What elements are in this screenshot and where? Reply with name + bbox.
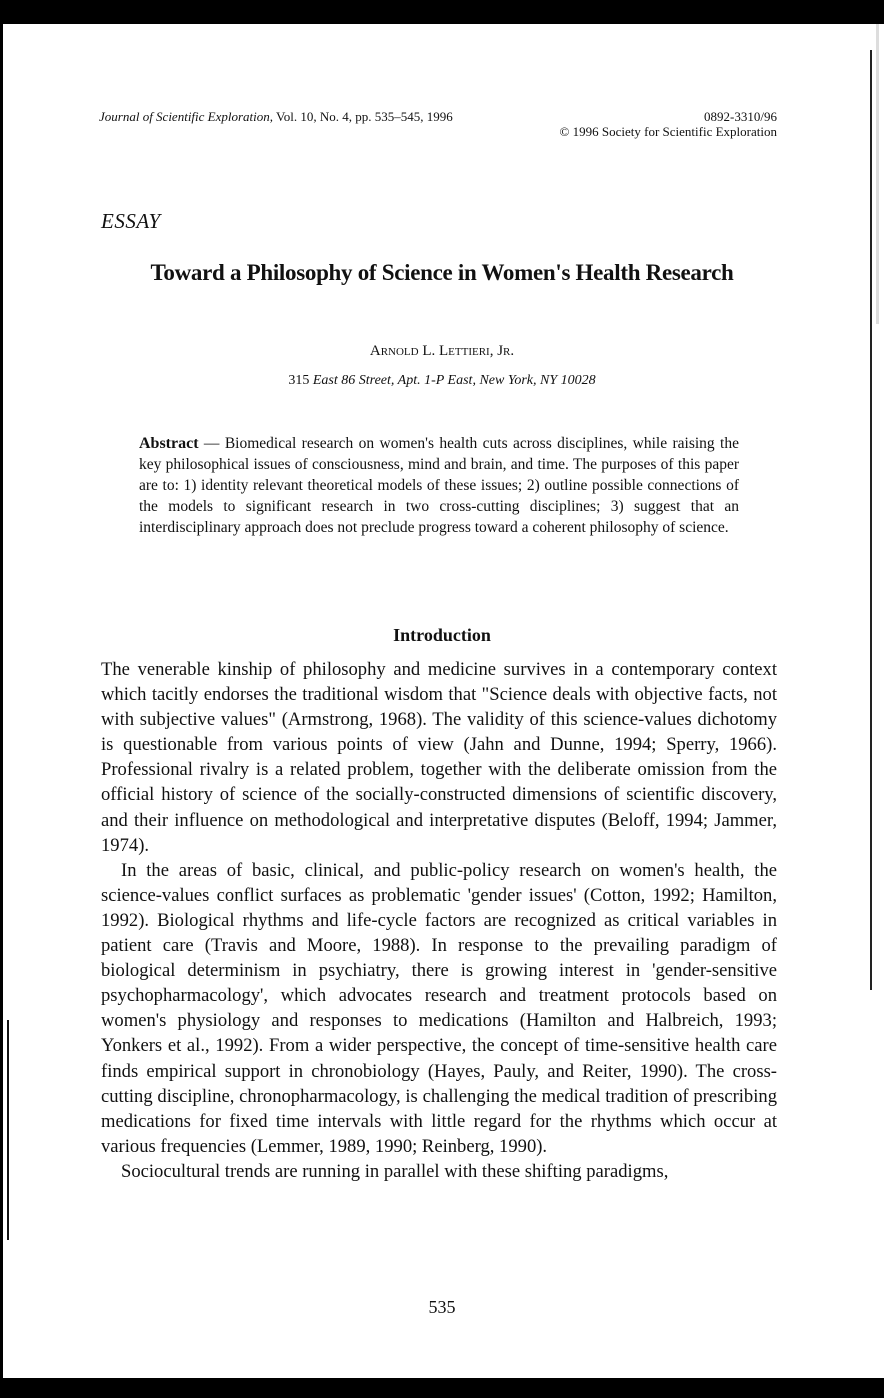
paragraph: In the areas of basic, clinical, and public-policy research on women's health, the science-values conflict surfaces as problematic 'gender issues' (Cotton, 1992; Hamilton, 1992). Biological rhythms and life-cycle factors are recognized as critical variables in patient care (Travis and Moore, 1988). In response to the prevailing paradigm of biological determinism in psychiatry, there is growing interest in 'gender-sensitive psychopharmacology', which advocates research and treatment protocols based on women's physiology and responses to medications (Hamilton and Halbreich, 1993; Yonkers et al., 1992). From a wider perspective, the concept of time-sensitive health care finds empirical support in chronobiology (Hayes, Pauly, and Reiter, 1990). The cross-cutting discipline, chronopharmacology, is challenging the medical tradition of prescribing medications for fixed time intervals with little regard for the rhythms which occur at various frequencies (Lemmer, 1989, 1990; Reinberg, 1990). (101, 859, 777, 1157)
abstract-label: Abstract (139, 435, 199, 452)
author-name-text: Arnold L. Lettieri, Jr. (369, 343, 515, 359)
paragraph: The venerable kinship of philosophy and medicine survives in a contemporary context which tacitly endorses the traditional wisdom that "Science deals with objective facts, not with subjective values" (Armstrong, 1968). The validity of this science-values dichotomy is questionable from various points of view (Jahn and Dunne, 1994; Sperry, 1966). Professional rivalry is a related problem, together with the deliberate omission from the official history of science of the socially-constructed dimensions of scientific discovery, and their influence on methodological and interpretative disputes (Beloff, 1994; Jammer, 1974). (101, 659, 777, 856)
page-number: 535 (428, 1297, 456, 1317)
issn: 0892-3310/96 (704, 109, 777, 124)
address-street: East 86 Street, Apt. 1-P East, New York, NY 10028 (312, 373, 596, 388)
author-name (0, 343, 884, 360)
section-heading-introduction: Introduction (393, 625, 491, 645)
journal-meta (560, 109, 777, 139)
abstract (139, 433, 739, 538)
journal-details: Vol. 10, No. 4, pp. 535–545, 1996 (276, 109, 453, 124)
paragraph: Sociocultural trends are running in parallel with these shifting paradigms, (121, 1160, 669, 1182)
paper-title: Toward a Philosophy of Science in Women's Health Research (150, 260, 734, 285)
copyright: © 1996 Society for Scientific Exploration (559, 124, 777, 139)
journal-citation (99, 109, 453, 125)
address-number: 315 (288, 373, 310, 388)
journal-name: Journal of Scientific Exploration, (99, 109, 274, 124)
author-address (0, 373, 884, 389)
section-label: ESSAY (101, 209, 161, 233)
abstract-text: — Biomedical research on women's health cuts across disciplines, while raising the key philosophical issues of consciousness, mind and brain, and time. The purposes of this paper are to: 1) identity relevant theoretical models of these issues; 2) outline possible connections of the models to significant research in two cross-cutting disciplines; 3) suggest that an interdisciplinary approach does not preclude progress toward a coherent philosophy of science. (139, 435, 739, 536)
body-text (101, 657, 777, 1184)
